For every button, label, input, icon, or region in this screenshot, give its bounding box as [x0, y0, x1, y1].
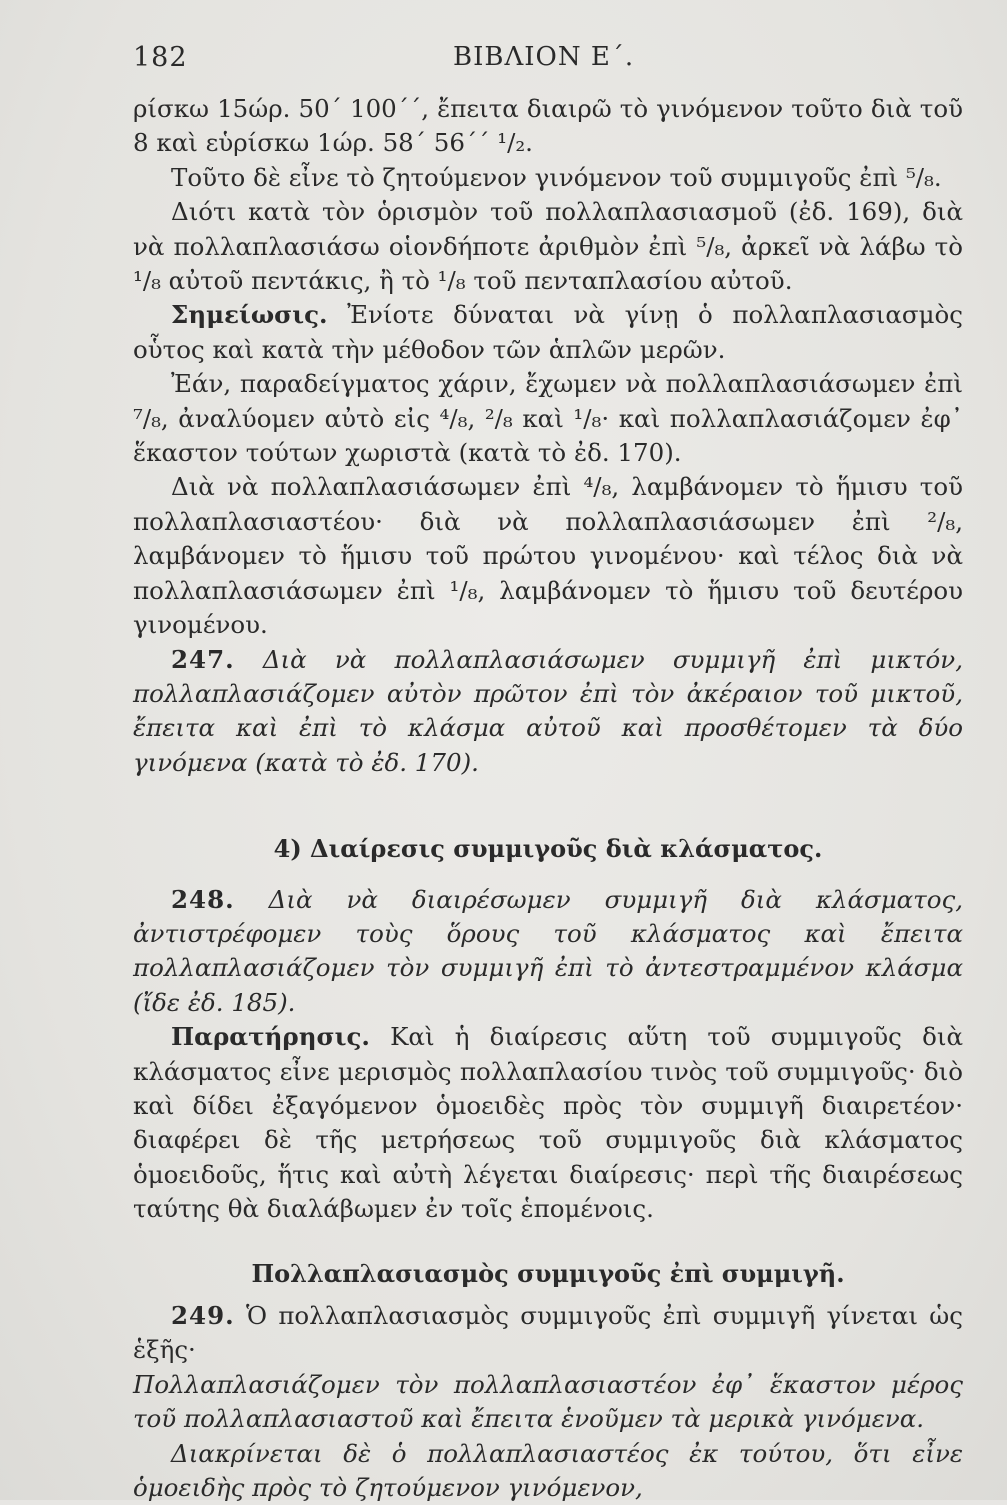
section-heading: Πολλαπλασιασμὸς συμμιγοῦς ἐπὶ συμμιγῆ.	[251, 1258, 845, 1288]
paragraph	[133, 1299, 963, 1368]
paragraph: Ἐάν, παραδείγματος χάριν, ἔχωμεν νὰ πολλαπλασιάσωμεν ἐπὶ ⁷/₈, ἀναλύομεν αὐτὸ εἰς ⁴/₈, ²/₈ καὶ ¹/₈· καὶ πολλαπλασιάζομεν ἐφ᾽ ἕκαστον τούτων χωριστὰ (κατὰ τὸ ἐδ. 170).	[133, 369, 963, 468]
paragraph-text: Ὁ πολλαπλασιασμὸς συμμιγοῦς ἐπὶ συμμιγῆ γίνεται ὡς ἑξῆς·	[133, 1301, 963, 1365]
note-paragraph	[133, 298, 963, 367]
rule-paragraph	[133, 883, 963, 1021]
section-heading: 4) Διαίρεσις συμμιγοῦς διὰ κλάσματος.	[273, 834, 823, 864]
section-number: 247.	[171, 644, 235, 674]
paragraph: Τοῦτο δὲ εἶνε τὸ ζητούμενον γινόμενον τοῦ συμμιγοῦς ἐπὶ ⁵/₈.	[171, 162, 942, 192]
rule-paragraph: Πολλαπλασιάζομεν τὸν πολλαπλασιαστέον ἐφ᾽ ἕκαστον μέρος τοῦ πολλαπλασιαστοῦ καὶ ἔπειτα ἑνοῦμεν τὰ μερικὰ γινόμενα.	[133, 1369, 963, 1434]
rule-paragraph	[133, 643, 963, 781]
note-label: Σημείωσις.	[171, 300, 328, 330]
remark-paragraph	[133, 1020, 963, 1226]
page-header	[133, 42, 963, 82]
running-title: ΒΙΒΛΙΟΝ Ε΄.	[453, 42, 635, 72]
paragraph: Διὰ νὰ πολλαπλασιάσωμεν ἐπὶ ⁴/₈, λαμβάνομεν τὸ ἥμισυ τοῦ πολλαπλασιαστέου· διὰ νὰ πολλαπλασιάσωμεν ἐπὶ ²/₈, λαμβάνομεν τὸ ἥμισυ τοῦ πρώτου γινομένου· καὶ τέλος διὰ νὰ πολλαπλασιάσωμεν ἐπὶ ¹/₈, λαμβάνομεν τὸ ἥμισυ τοῦ δευτέρου γινομένου.	[133, 472, 963, 640]
paragraph: Διότι κατὰ τὸν ὁρισμὸν τοῦ πολλαπλασιασμοῦ (ἐδ. 169), διὰ νὰ πολλαπλασιάσω οἱονδήποτε ἀριθμὸν ἐπὶ ⁵/₈, ἀρκεῖ νὰ λάβω τὸ ¹/₈ αὐτοῦ πεντάκις, ἢ τὸ ¹/₈ τοῦ πενταπλασίου αὐτοῦ.	[133, 197, 963, 296]
rule-text: Διὰ νὰ πολλαπλασιάσωμεν συμμιγῆ ἐπὶ μικτόν, πολλαπλασιάζομεν αὐτὸν πρῶτον ἐπὶ τὸν ἀκέραιον τοῦ μικτοῦ, ἔπειτα καὶ ἐπὶ τὸ κλάσμα αὐτοῦ καὶ προσθέτομεν τὰ δύο γινόμενα (κατὰ τὸ ἐδ. 170).	[133, 644, 963, 777]
section-number: 249.	[171, 1301, 235, 1330]
body-text	[133, 92, 963, 1505]
paragraph: Διακρίνεται δὲ ὁ πολλαπλασιαστέος ἐκ τούτου, ὅτι εἶνε ὁμοειδὴς πρὸς τὸ ζητούμενον γινόμενον,	[133, 1438, 963, 1503]
section-number: 248.	[171, 884, 235, 914]
note-text: Ἐνίοτε δύναται νὰ γίνῃ ὁ πολλαπλασιασμὸς οὗτος καὶ κατὰ τὴν μέθοδον τῶν ἁπλῶν μερῶν.	[133, 300, 963, 364]
page-number: 182	[133, 42, 188, 73]
rule-text: Διὰ νὰ διαιρέσωμεν συμμιγῆ διὰ κλάσματος, ἀντιστρέφομεν τοὺς ὅρους τοῦ κλάσματος καὶ ἔπειτα πολλαπλασιάζομεν τὸν συμμιγῆ ἐπὶ τὸ ἀντεστραμμένον κλάσμα (ἴδε ἐδ. 185).	[133, 884, 963, 1017]
remark-text: Καὶ ἡ διαίρεσις αὕτη τοῦ συμμιγοῦς διὰ κλάσματος εἶνε μερισμὸς πολλαπλασίου τινὸς τοῦ συμμιγοῦς· διὸ καὶ δίδει ἐξαγόμενον ὁμοειδὲς πρὸς τὸν συμμιγῆ διαιρετέον· διαφέρει δὲ τῆς μετρήσεως τοῦ συμμιγοῦς διὰ κλάσματος ὁμοειδοῦς, ἥτις καὶ αὐτὴ λέγεται διαίρεσις· περὶ τῆς διαιρέσεως ταύτης θὰ διαλάβωμεν ἐν τοῖς ἑπομένοις.	[133, 1022, 963, 1224]
remark-label: Παρατήρησις.	[171, 1022, 370, 1052]
paragraph-continuation: ρίσκω 15ώρ. 50΄ 100΄΄, ἔπειτα διαιρῶ τὸ γινόμενον τοῦτο διὰ τοῦ 8 καὶ εὑρίσκω 1ώρ. 58΄ 56΄΄ ¹/₂.	[133, 94, 963, 158]
